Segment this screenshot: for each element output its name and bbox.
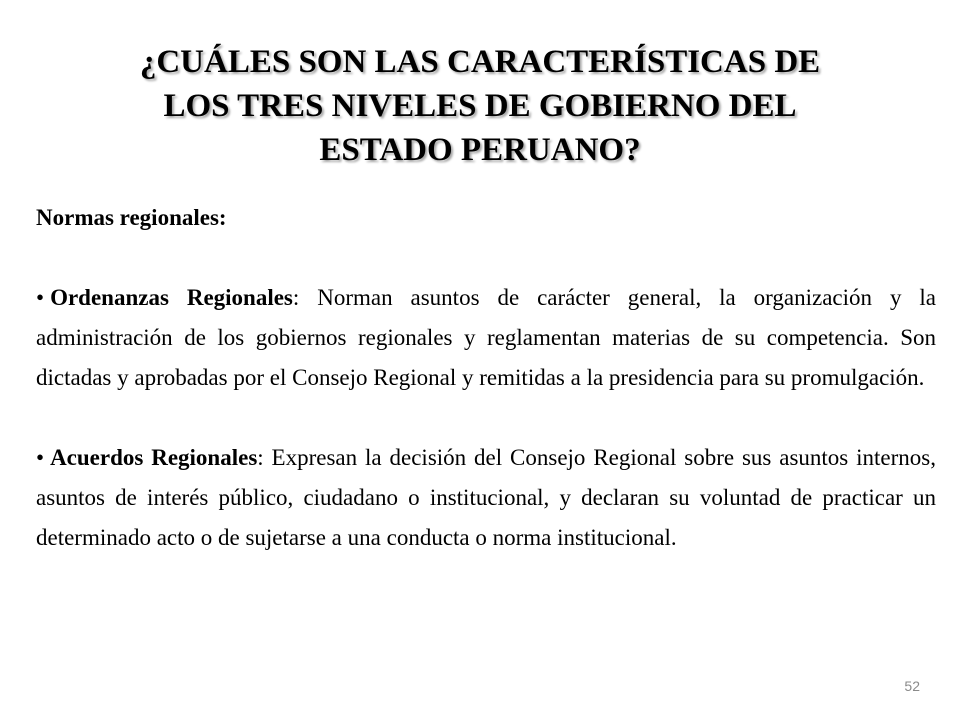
bullet-icon: • bbox=[36, 285, 45, 310]
item-term: Ordenanzas Regionales bbox=[50, 285, 293, 310]
slide-body bbox=[36, 198, 936, 558]
title-line-3: ESTADO PERUANO? bbox=[319, 132, 641, 168]
slide-title bbox=[40, 40, 920, 172]
bullet-icon: • bbox=[36, 445, 45, 470]
title-line-1: ¿CUÁLES SON LAS CARACTERÍSTICAS DE bbox=[139, 44, 821, 80]
item-description: : Norman asuntos de carácter general, la organización y la administración de los gobiernos regionales y reglamentan materias de su competencia. Son dictadas y aprobadas por el Consejo Regional y remitidas a la presidencia para su promulgación. bbox=[36, 285, 936, 390]
item-term: Acuerdos Regionales bbox=[50, 445, 258, 470]
bullet-item-acuerdos bbox=[36, 438, 936, 558]
spacer bbox=[36, 398, 936, 438]
page-number: 52 bbox=[904, 678, 920, 694]
spacer bbox=[36, 238, 936, 278]
section-subheading: Normas regionales: bbox=[36, 205, 227, 230]
bullet-item-ordenanzas bbox=[36, 278, 936, 398]
title-line-2: LOS TRES NIVELES DE GOBIERNO DEL bbox=[163, 88, 797, 124]
item-description: : Expresan la decisión del Consejo Regional sobre sus asuntos internos, asuntos de interés público, ciudadano o institucional, y declaran su voluntad de practicar un determinado acto o de sujetarse a una conducta o norma institucional. bbox=[36, 445, 936, 550]
